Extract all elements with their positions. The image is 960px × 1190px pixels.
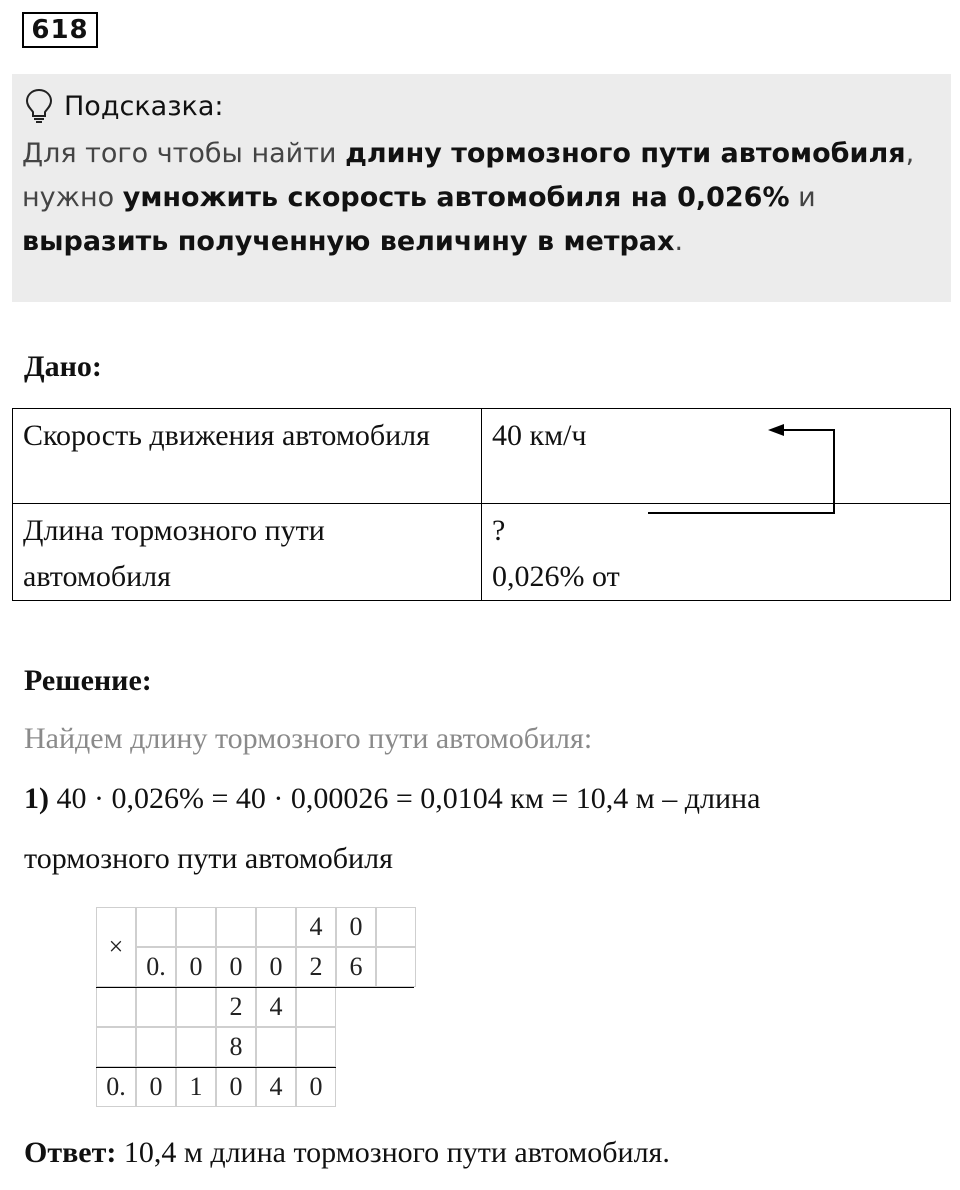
given-label-braking: Длина тормозного пути автомобиля (13, 504, 482, 601)
mult-rule-product (96, 987, 414, 988)
mult-rule-sum (96, 1067, 336, 1068)
mult-cell: 0 (216, 947, 256, 987)
mult-cell: 2 (216, 987, 256, 1027)
mult-cell: 6 (336, 947, 376, 987)
mult-cell (176, 907, 216, 947)
mult-cell (376, 947, 416, 987)
mult-cell: 0 (136, 1067, 176, 1107)
answer-label: Ответ: (24, 1136, 117, 1169)
mult-cell (296, 987, 336, 1027)
mult-cell: 4 (296, 907, 336, 947)
mult-cell: 2 (296, 947, 336, 987)
problem-number: 618 (22, 12, 98, 48)
mult-cell: 0 (256, 947, 296, 987)
mult-cell: 0 (216, 1067, 256, 1107)
hint-bold-1: длину тормозного пути автомобиля (345, 138, 906, 169)
mult-cell (176, 1027, 216, 1067)
mult-operator: × (96, 907, 136, 987)
mult-cell: 4 (256, 1067, 296, 1107)
hint-bold-3: выразить полученную величину в метрах (22, 226, 675, 257)
solution-lead: Найдем длину тормозного пути автомобиля: (24, 722, 593, 755)
mult-cell (96, 987, 136, 1027)
braking-percent: 0,026% от (492, 560, 620, 593)
hint-part-2: , (905, 138, 915, 169)
given-label-speed: Скорость движения автомобиля (13, 409, 482, 504)
mult-cell (176, 987, 216, 1027)
solution-step-1-cont: тормозного пути автомобиля (24, 842, 393, 875)
mult-cell: 0 (296, 1067, 336, 1107)
mult-cell (136, 1027, 176, 1067)
hint-part-3: нужно (22, 182, 123, 213)
hint-bold-2: умножить скорость автомобиля на 0,026% (122, 182, 790, 213)
hint-part-4: и (789, 182, 816, 213)
mult-cell (296, 1027, 336, 1067)
given-heading: Дано: (24, 350, 102, 383)
mult-cell: 0. (136, 947, 176, 987)
solution-step-1 (24, 782, 944, 816)
step-number: 1) (24, 782, 49, 815)
mult-cell (376, 907, 416, 947)
hint-title: Подсказка: (64, 90, 224, 122)
mult-cell (216, 907, 256, 947)
mult-cell: 0 (336, 907, 376, 947)
step-text: 40 · 0,026% = 40 · 0,00026 = 0,0104 км = 10,4 м – длина (49, 782, 761, 815)
answer-text: 10,4 м длина тормозного пути автомобиля. (116, 1136, 670, 1169)
mult-cell (256, 907, 296, 947)
mult-cell (136, 987, 176, 1027)
speed-value: 40 км/ч (492, 419, 587, 452)
hint-part-1: Для того чтобы найти (22, 138, 346, 169)
braking-unknown: ? (492, 514, 506, 547)
mult-cell (256, 1027, 296, 1067)
mult-cell: 1 (176, 1067, 216, 1107)
mult-cell (96, 1027, 136, 1067)
mult-cell (136, 907, 176, 947)
mult-cell: 0. (96, 1067, 136, 1107)
solution-heading: Решение: (24, 664, 152, 697)
answer-line (24, 1136, 670, 1170)
mult-cell: 0 (176, 947, 216, 987)
hint-part-5: . (674, 226, 684, 257)
mult-cell: 4 (256, 987, 296, 1027)
mult-cell: 8 (216, 1027, 256, 1067)
